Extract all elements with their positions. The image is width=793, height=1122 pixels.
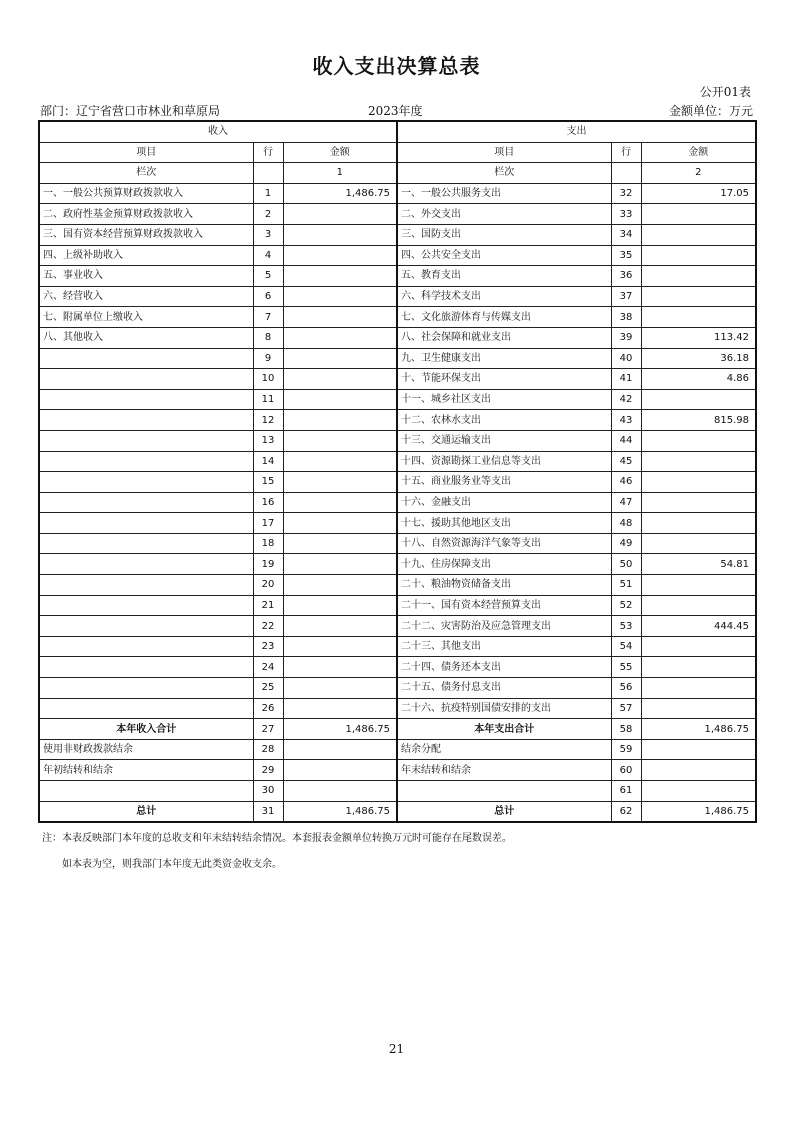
income-amount — [283, 533, 397, 554]
expense-item: 八、社会保障和就业支出 — [397, 327, 611, 348]
expense-item: 十四、资源勘探工业信息等支出 — [397, 451, 611, 472]
income-amount-header: 金额 — [283, 142, 397, 163]
expense-item: 十七、援助其他地区支出 — [397, 513, 611, 534]
income-amount — [283, 224, 397, 245]
income-amount — [283, 430, 397, 451]
expense-column-no: 2 — [641, 163, 756, 184]
expense-amount: 17.05 — [641, 183, 756, 204]
table-row — [39, 451, 756, 472]
expense-item: 十五、商业服务业等支出 — [397, 472, 611, 493]
expense-row-no: 53 — [611, 616, 641, 637]
income-row-no: 31 — [253, 801, 283, 822]
expense-item: 五、教育支出 — [397, 266, 611, 287]
income-amount — [283, 472, 397, 493]
expense-item: 四、公共安全支出 — [397, 245, 611, 266]
expense-amount — [641, 595, 756, 616]
expense-amount — [641, 307, 756, 328]
table-row — [39, 389, 756, 410]
income-item — [39, 636, 253, 657]
table-row — [39, 657, 756, 678]
income-row-no: 19 — [253, 554, 283, 575]
income-row-no: 30 — [253, 781, 283, 802]
expense-item: 一、一般公共服务支出 — [397, 183, 611, 204]
expense-row-no: 62 — [611, 801, 641, 822]
income-item: 总计 — [39, 801, 253, 822]
income-item — [39, 348, 253, 369]
income-item — [39, 781, 253, 802]
table-row — [39, 327, 756, 348]
expense-item: 十六、金融支出 — [397, 492, 611, 513]
expense-amount — [641, 492, 756, 513]
expense-row-no: 59 — [611, 739, 641, 760]
income-row-no: 15 — [253, 472, 283, 493]
income-item — [39, 369, 253, 390]
income-item — [39, 657, 253, 678]
expense-amount — [641, 245, 756, 266]
income-row-no: 26 — [253, 698, 283, 719]
income-amount — [283, 410, 397, 431]
income-amount: 1,486.75 — [283, 719, 397, 740]
expense-amount: 4.86 — [641, 369, 756, 390]
income-item — [39, 451, 253, 472]
income-item — [39, 678, 253, 699]
expense-amount — [641, 533, 756, 554]
expense-amount — [641, 204, 756, 225]
income-amount — [283, 307, 397, 328]
income-amount — [283, 616, 397, 637]
form-number: 公开01表 — [699, 85, 751, 99]
expense-amount — [641, 224, 756, 245]
expense-row-no: 37 — [611, 286, 641, 307]
expense-item-header: 项目 — [397, 142, 611, 163]
income-amount — [283, 678, 397, 699]
income-amount — [283, 348, 397, 369]
income-amount — [283, 513, 397, 534]
expense-item: 十二、农林水支出 — [397, 410, 611, 431]
income-row-no: 22 — [253, 616, 283, 637]
income-column-no: 1 — [283, 163, 397, 184]
expense-section-header: 支出 — [397, 121, 756, 142]
expense-row-no: 60 — [611, 760, 641, 781]
table-total-row — [39, 719, 756, 740]
expense-amount: 54.81 — [641, 554, 756, 575]
report-meta — [40, 102, 753, 118]
income-row-no: 2 — [253, 204, 283, 225]
income-row-no: 11 — [253, 389, 283, 410]
page-number: 21 — [388, 1042, 405, 1056]
income-item: 年初结转和结余 — [39, 760, 253, 781]
expense-column-no-label: 栏次 — [397, 163, 611, 184]
expense-row-no: 48 — [611, 513, 641, 534]
expense-row-no: 57 — [611, 698, 641, 719]
income-item — [39, 595, 253, 616]
expense-row-no: 46 — [611, 472, 641, 493]
expense-item: 二十一、国有资本经营预算支出 — [397, 595, 611, 616]
table-row — [39, 369, 756, 390]
expense-row-no: 42 — [611, 389, 641, 410]
expense-row-no: 58 — [611, 719, 641, 740]
table-row — [39, 307, 756, 328]
expense-row-no: 54 — [611, 636, 641, 657]
income-row-no: 17 — [253, 513, 283, 534]
income-item — [39, 554, 253, 575]
table-row — [39, 430, 756, 451]
income-item: 三、国有资本经营预算财政拨款收入 — [39, 224, 253, 245]
income-row-no: 16 — [253, 492, 283, 513]
table-row — [39, 513, 756, 534]
income-row-no: 13 — [253, 430, 283, 451]
expense-item: 二十、粮油物资储备支出 — [397, 575, 611, 596]
income-row-no: 18 — [253, 533, 283, 554]
department-label: 部门：辽宁省营口市林业和草原局 — [40, 104, 221, 118]
expense-amount — [641, 389, 756, 410]
expense-amount — [641, 430, 756, 451]
expense-row-no: 38 — [611, 307, 641, 328]
expense-item: 二十四、债务还本支出 — [397, 657, 611, 678]
expense-row-no: 61 — [611, 781, 641, 802]
expense-amount-header: 金额 — [641, 142, 756, 163]
expense-amount — [641, 575, 756, 596]
section-header-row — [39, 121, 756, 142]
income-amount — [283, 554, 397, 575]
table-row — [39, 678, 756, 699]
table-row — [39, 286, 756, 307]
table-row — [39, 472, 756, 493]
expense-item: 九、卫生健康支出 — [397, 348, 611, 369]
expense-amount — [641, 451, 756, 472]
table-row — [39, 636, 756, 657]
income-amount — [283, 286, 397, 307]
income-amount — [283, 204, 397, 225]
expense-item: 总计 — [397, 801, 611, 822]
table-row — [39, 245, 756, 266]
income-amount — [283, 327, 397, 348]
income-item-header: 项目 — [39, 142, 253, 163]
expense-row-no: 34 — [611, 224, 641, 245]
expense-row-no: 45 — [611, 451, 641, 472]
amount-unit: 金额单位：万元 — [668, 104, 753, 118]
table-row — [39, 224, 756, 245]
income-row-no: 10 — [253, 369, 283, 390]
expense-item: 结余分配 — [397, 739, 611, 760]
expense-row-no: 49 — [611, 533, 641, 554]
income-row-no: 29 — [253, 760, 283, 781]
expense-amount — [641, 698, 756, 719]
expense-row-no: 36 — [611, 266, 641, 287]
expense-row-no: 33 — [611, 204, 641, 225]
income-item: 五、事业收入 — [39, 266, 253, 287]
table-total-row — [39, 801, 756, 822]
expense-amount — [641, 657, 756, 678]
table-row — [39, 204, 756, 225]
expense-item: 二十六、抗疫特别国债安排的支出 — [397, 698, 611, 719]
expense-item: 十三、交通运输支出 — [397, 430, 611, 451]
table-row — [39, 410, 756, 431]
income-item: 六、经营收入 — [39, 286, 253, 307]
table-row — [39, 533, 756, 554]
expense-row-header: 行 — [611, 142, 641, 163]
income-row-no: 21 — [253, 595, 283, 616]
income-item: 七、附属单位上缴收入 — [39, 307, 253, 328]
income-item: 二、政府性基金预算财政拨款收入 — [39, 204, 253, 225]
income-row-no: 24 — [253, 657, 283, 678]
income-amount — [283, 245, 397, 266]
table-row — [39, 183, 756, 204]
footnote-2: 如本表为空，则我部门本年度无此类资金收支余。 — [62, 859, 282, 870]
income-item — [39, 472, 253, 493]
expense-amount: 444.45 — [641, 616, 756, 637]
income-item — [39, 575, 253, 596]
expense-item: 六、科学技术支出 — [397, 286, 611, 307]
expense-amount — [641, 513, 756, 534]
income-row-no: 4 — [253, 245, 283, 266]
income-amount — [283, 595, 397, 616]
table-row — [39, 698, 756, 719]
income-row-no: 20 — [253, 575, 283, 596]
income-amount — [283, 451, 397, 472]
expense-amount: 1,486.75 — [641, 719, 756, 740]
expense-item: 二十三、其他支出 — [397, 636, 611, 657]
table-row — [39, 739, 756, 760]
income-row-no: 9 — [253, 348, 283, 369]
income-amount — [283, 389, 397, 410]
income-amount — [283, 492, 397, 513]
income-row-no: 12 — [253, 410, 283, 431]
expense-row-blank — [611, 163, 641, 184]
expense-item — [397, 781, 611, 802]
expense-row-no: 40 — [611, 348, 641, 369]
income-row-no: 27 — [253, 719, 283, 740]
expense-row-no: 47 — [611, 492, 641, 513]
income-item — [39, 533, 253, 554]
expense-amount — [641, 636, 756, 657]
income-row-no: 23 — [253, 636, 283, 657]
expense-amount: 1,486.75 — [641, 801, 756, 822]
income-amount — [283, 266, 397, 287]
expense-amount — [641, 286, 756, 307]
income-row-blank — [253, 163, 283, 184]
expense-amount — [641, 760, 756, 781]
expense-item: 十八、自然资源海洋气象等支出 — [397, 533, 611, 554]
income-item — [39, 389, 253, 410]
income-column-no-label: 栏次 — [39, 163, 253, 184]
income-amount — [283, 636, 397, 657]
income-row-no: 7 — [253, 307, 283, 328]
expense-amount — [641, 781, 756, 802]
income-row-header: 行 — [253, 142, 283, 163]
income-row-no: 14 — [253, 451, 283, 472]
table-row — [39, 348, 756, 369]
expense-item: 十一、城乡社区支出 — [397, 389, 611, 410]
footnotes — [42, 826, 512, 878]
income-row-no: 6 — [253, 286, 283, 307]
column-number-row — [39, 163, 756, 184]
income-item — [39, 430, 253, 451]
expense-row-no: 51 — [611, 575, 641, 596]
table-row — [39, 760, 756, 781]
income-row-no: 28 — [253, 739, 283, 760]
footnote-1: 注：本表反映部门本年度的总收支和年末结转结余情况。本套报表金额单位转换万元时可能存在尾数误差。 — [42, 833, 512, 844]
expense-item: 三、国防支出 — [397, 224, 611, 245]
table-row — [39, 554, 756, 575]
expense-amount: 36.18 — [641, 348, 756, 369]
table-row — [39, 266, 756, 287]
income-amount — [283, 575, 397, 596]
expense-row-no: 41 — [611, 369, 641, 390]
expense-item: 十九、住房保障支出 — [397, 554, 611, 575]
income-item — [39, 698, 253, 719]
expense-row-no: 52 — [611, 595, 641, 616]
income-row-no: 25 — [253, 678, 283, 699]
expense-item: 二十二、灾害防治及应急管理支出 — [397, 616, 611, 637]
income-amount: 1,486.75 — [283, 801, 397, 822]
income-item — [39, 492, 253, 513]
expense-amount — [641, 678, 756, 699]
income-amount — [283, 698, 397, 719]
income-item: 四、上级补助收入 — [39, 245, 253, 266]
income-item — [39, 410, 253, 431]
expense-item: 本年支出合计 — [397, 719, 611, 740]
expense-row-no: 44 — [611, 430, 641, 451]
income-item: 一、一般公共预算财政拨款收入 — [39, 183, 253, 204]
report-title: 收入支出决算总表 — [312, 54, 481, 78]
income-expense-table — [38, 120, 757, 823]
expense-item: 二、外交支出 — [397, 204, 611, 225]
expense-row-no: 39 — [611, 327, 641, 348]
expense-item: 二十五、债务付息支出 — [397, 678, 611, 699]
expense-amount — [641, 739, 756, 760]
income-item — [39, 513, 253, 534]
column-header-row — [39, 142, 756, 163]
table-row — [39, 781, 756, 802]
income-amount — [283, 369, 397, 390]
income-item — [39, 616, 253, 637]
expense-amount: 815.98 — [641, 410, 756, 431]
table-row — [39, 575, 756, 596]
expense-row-no: 43 — [611, 410, 641, 431]
fiscal-year: 2023年度 — [368, 104, 423, 118]
income-amount — [283, 781, 397, 802]
expense-row-no: 56 — [611, 678, 641, 699]
table-row — [39, 492, 756, 513]
income-row-no: 8 — [253, 327, 283, 348]
income-item: 八、其他收入 — [39, 327, 253, 348]
expense-item: 十、节能环保支出 — [397, 369, 611, 390]
income-row-no: 5 — [253, 266, 283, 287]
table-row — [39, 616, 756, 637]
expense-amount — [641, 266, 756, 287]
expense-item: 年末结转和结余 — [397, 760, 611, 781]
income-item: 使用非财政拨款结余 — [39, 739, 253, 760]
expense-item: 七、文化旅游体育与传媒支出 — [397, 307, 611, 328]
expense-row-no: 35 — [611, 245, 641, 266]
table-row — [39, 595, 756, 616]
expense-amount: 113.42 — [641, 327, 756, 348]
income-amount — [283, 657, 397, 678]
income-item: 本年收入合计 — [39, 719, 253, 740]
expense-row-no: 50 — [611, 554, 641, 575]
income-row-no: 1 — [253, 183, 283, 204]
income-amount — [283, 760, 397, 781]
expense-amount — [641, 472, 756, 493]
income-amount: 1,486.75 — [283, 183, 397, 204]
income-row-no: 3 — [253, 224, 283, 245]
expense-row-no: 55 — [611, 657, 641, 678]
income-section-header: 收入 — [39, 121, 397, 142]
expense-row-no: 32 — [611, 183, 641, 204]
income-amount — [283, 739, 397, 760]
